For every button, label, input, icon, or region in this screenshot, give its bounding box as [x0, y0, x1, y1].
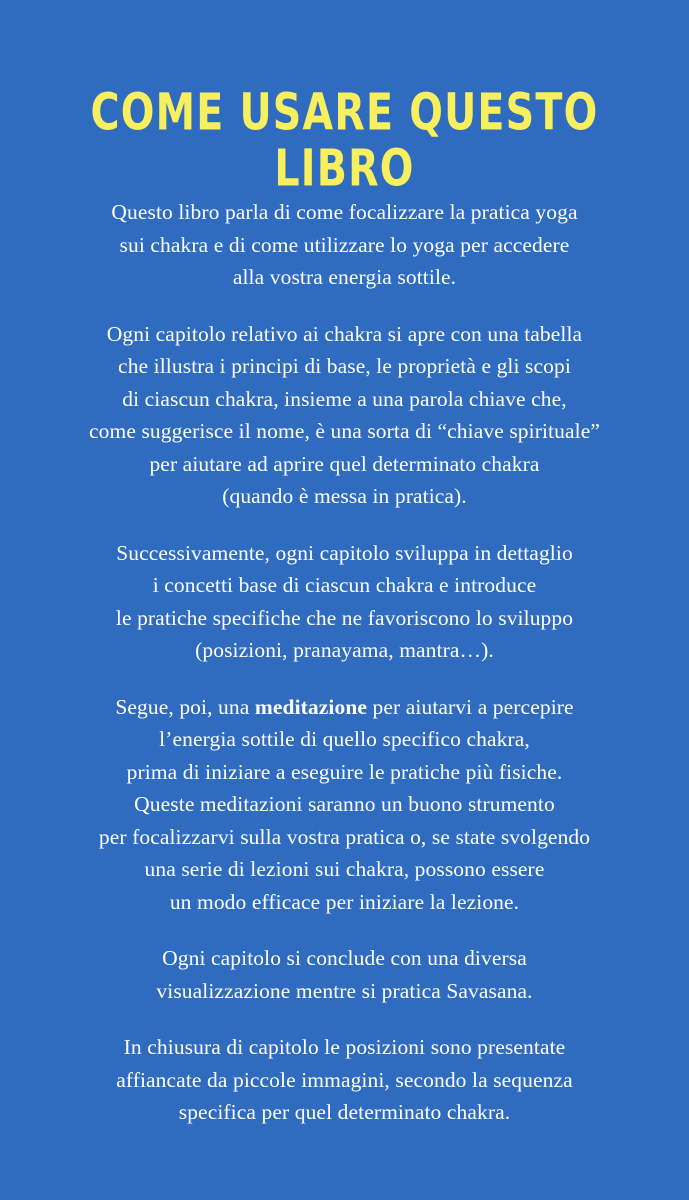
paragraph-concetti: Successivamente, ogni capitolo sviluppa in dettaglio i concetti base di ciascun chakra e introduce le pratiche specifiche che ne favoriscono lo sviluppo (posizioni, pranayama, mantra…).	[115, 540, 574, 662]
paragraph-chiusura: In chiusura di capitolo le posizioni sono presentate affiancate da piccole immagini, secondo la sequenza specifica per quel determinato chakra.	[116, 1035, 573, 1124]
paragraph-meditazione: Segue, poi, una meditazione per aiutarvi a percepire l’energia sottile di quello specifico chakra, prima di iniziare a eseguire le pratiche più fisiche. Queste meditazioni saranno un buono strumento per focalizzarvi sulla vostra pratica o, se state svolgendo una serie di lezioni sui chakra, possono essere un modo efficace per iniziare la lezione.	[98, 694, 591, 914]
page-title: COME USARE QUESTO LIBRO	[90, 83, 599, 199]
paragraph-intro: Questo libro parla di come focalizzare la pratica yoga sui chakra e di come utilizzare lo yoga per accedere alla vostra energia sottile.	[111, 200, 578, 289]
paragraph-savasana: Ogni capitolo si conclude con una diversa visualizzazione mentre si pratica Savasana.	[156, 946, 533, 1003]
paragraph-tabella: Ogni capitolo relativo ai chakra si apre con una tabella che illustra i principi di base, le proprietà e gli scopi di ciascun chakra, insieme a una parola chiave che, come suggerisce il nome, è una sorta di “chiave spirituale” per aiutare ad aprire quel determinato chakra (quando è messa in pratica).	[89, 321, 600, 508]
body-copy	[44, 196, 645, 1129]
